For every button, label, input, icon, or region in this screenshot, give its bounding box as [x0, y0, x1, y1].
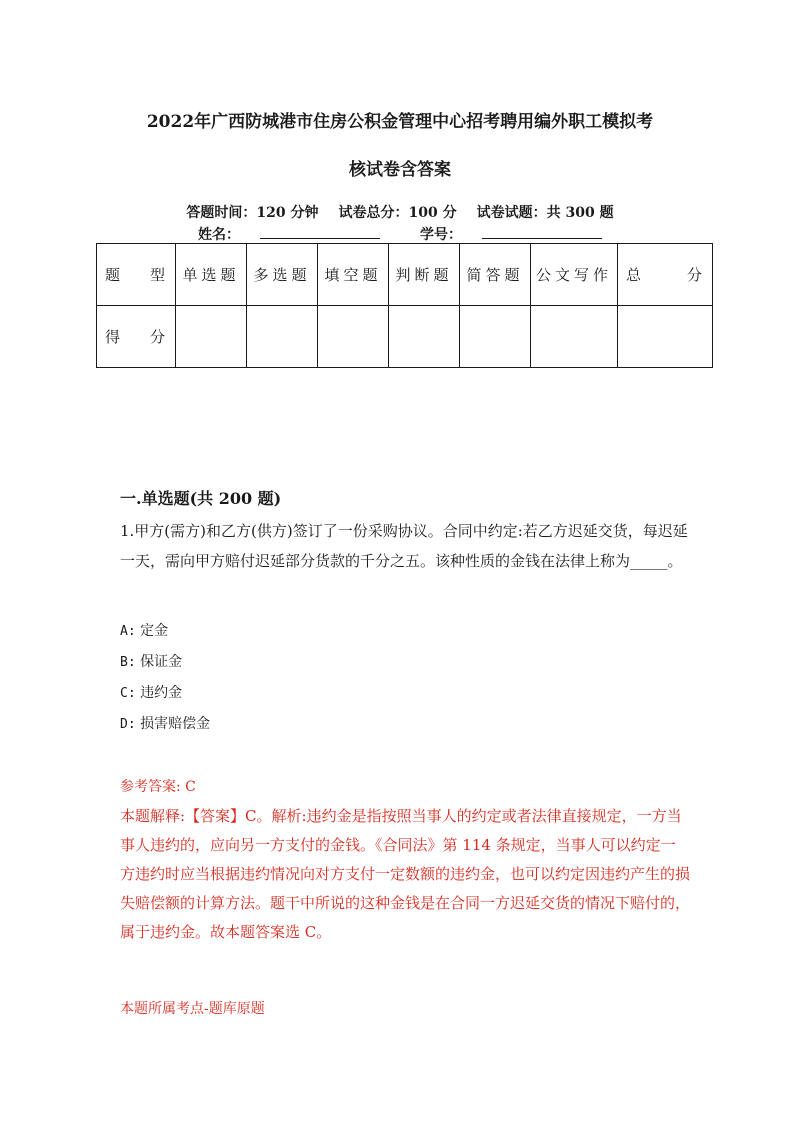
- header-multi-choice: 多选题: [247, 244, 318, 306]
- student-info: [0, 224, 800, 244]
- score-label-cell: 得 分: [97, 306, 176, 368]
- header-fill-blank: 填空题: [318, 244, 389, 306]
- header-total-cell: 总 分: [618, 244, 713, 306]
- option-a: A: 定金: [120, 623, 169, 639]
- section-heading: 一.单选题(共 200 题): [120, 489, 282, 508]
- header-type-cell: 题 型: [97, 244, 176, 306]
- score-cell[interactable]: [247, 306, 318, 368]
- title-line-2: 核试卷含答案: [349, 160, 451, 180]
- name-label: 姓名：: [198, 227, 240, 243]
- source-text: 本题所属考点-题库原题: [120, 1001, 265, 1017]
- answer-text: 参考答案: C: [120, 779, 196, 795]
- score-table: [96, 243, 713, 368]
- exam-time: 答题时间：120 分钟: [186, 205, 319, 221]
- header-short-answer: 简答题: [460, 244, 531, 306]
- score-cell[interactable]: [318, 306, 389, 368]
- document-title: [80, 98, 720, 194]
- score-cell[interactable]: [618, 306, 713, 368]
- exam-total-questions: 试卷试题：共 300 题: [476, 205, 614, 221]
- score-cell[interactable]: [176, 306, 247, 368]
- score-cell[interactable]: [531, 306, 618, 368]
- header-true-false: 判断题: [389, 244, 460, 306]
- option-b: B: 保证金: [120, 654, 183, 670]
- name-blank: [260, 225, 380, 239]
- exam-total-score: 试卷总分：100 分: [338, 205, 457, 221]
- score-table-header: [97, 244, 713, 306]
- score-table-row: [97, 306, 713, 368]
- title-line-1: 2022年广西防城港市住房公积金管理中心招考聘用编外职工模拟考: [146, 112, 654, 132]
- score-cell[interactable]: [389, 306, 460, 368]
- header-single-choice: 单选题: [176, 244, 247, 306]
- score-cell[interactable]: [460, 306, 531, 368]
- id-label: 学号：: [420, 227, 462, 243]
- exam-meta: [0, 202, 800, 222]
- option-c: C: 违约金: [120, 685, 183, 701]
- question-text: 1.甲方(需方)和乙方(供方)签订了一份采购协议。合同中约定:若乙方迟延交货，每迟延 一天，需向甲方赔付迟延部分货款的千分之五。该种性质的金钱在法律上称为_____。: [120, 522, 688, 570]
- id-blank: [482, 225, 602, 239]
- explanation-text: 本题解释:【答案】C。解析:违约金是指按照当事人的约定或者法律直接规定，一方当事人违约的，应向另一方支付的金钱。《合同法》第 114 条规定，当事人可以约定一方违约时应当根据违约情况向对方支付一定数额的违约金，也可以约定因违约产生的损失赔偿额的计算方法。题干中所说的这种金钱是在合同一方迟延交货的情况下赔付的，属于违约金。故本题答案选 C。: [120, 807, 691, 941]
- header-official-writing: 公文写作: [531, 244, 618, 306]
- option-d: D: 损害赔偿金: [120, 716, 211, 732]
